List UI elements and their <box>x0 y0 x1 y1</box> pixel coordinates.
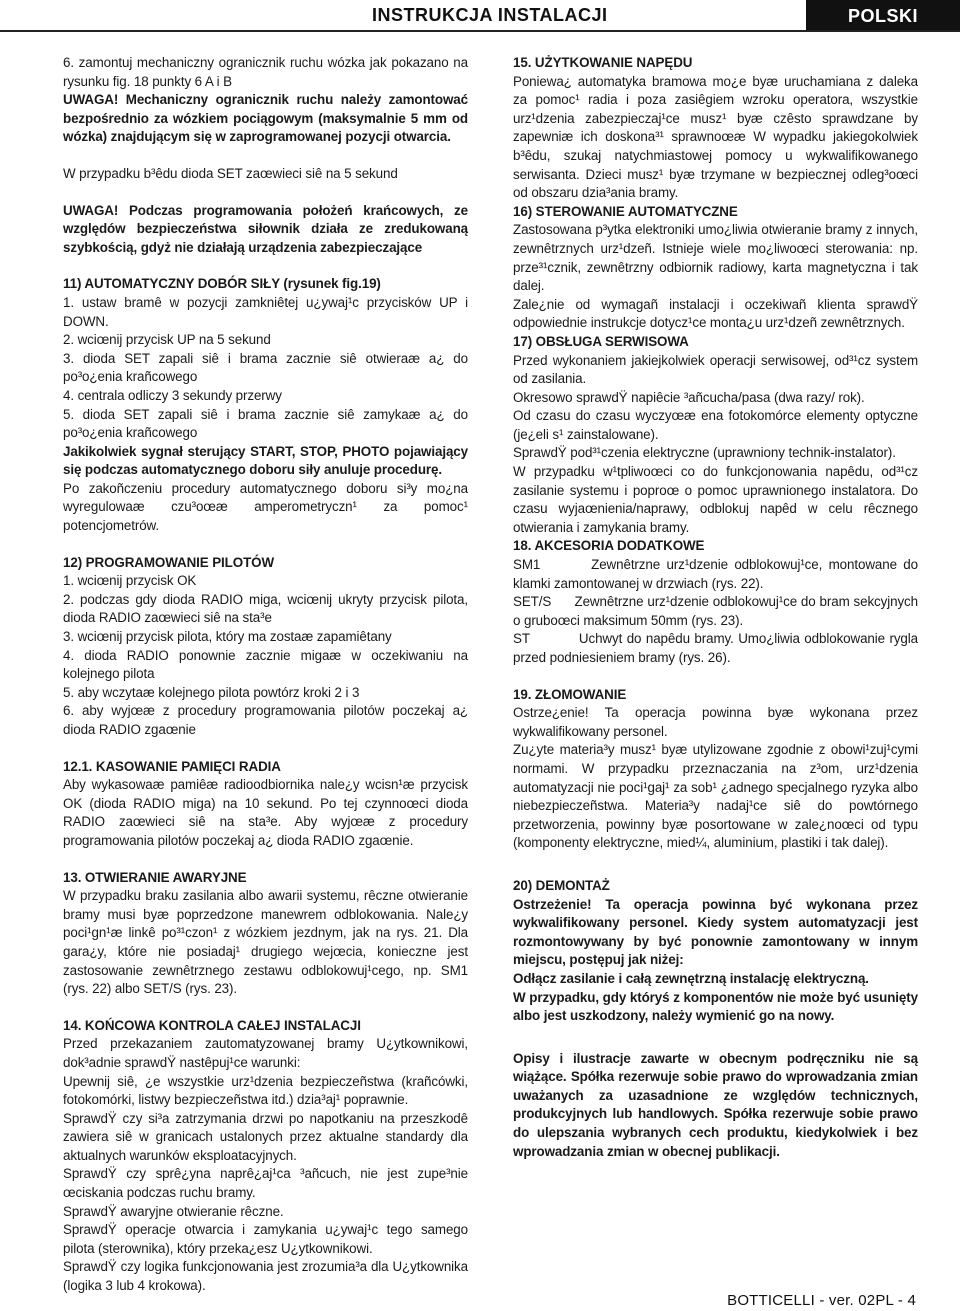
section-11-note: Po zakoñczeniu procedury automatycznego doboru si³y mo¿na wyregulowaæ czu³oœæ amperometryczn¹ za pomoc¹ potencjometrów. <box>63 480 468 534</box>
section-11-warning: Jakikolwiek sygnał sterujący START, STOP, PHOTO pojawiający się podczas automatycznego doboru siły anuluje procedurę. <box>63 443 468 478</box>
warning-limit-stop: UWAGA! Mechaniczny ogranicznik ruchu należy zamontować bezpośrednio za wózkiem pociągowym (maksymalnie 5 mm od wózka) znajdującym się w zaprogramowanej pozycji otwarcia. <box>63 92 468 145</box>
language-badge: POLSKI <box>806 0 960 32</box>
section-16-text-1: Zastosowana p³ytka elektroniki umo¿liwia otwieranie bramy z innych, zewnêtrznych urz¹dzeñ. Istnieje wiele mo¿liwoœci sterowania: np. prze³¹cznik, zewnêtrzny odbiornik radiowy, karta magnetyczna i tak dalej. <box>513 222 918 294</box>
section-14-check-4: SprawdŸ awaryjne otwieranie rêczne. <box>63 1203 284 1219</box>
right-column <box>513 54 922 1161</box>
section-11-heading: 11) AUTOMATYCZNY DOBÓR SIŁY (rysunek fig.19) <box>63 276 381 292</box>
section-12-heading: 12) PROGRAMOWANIE PILOTÓW <box>63 554 275 570</box>
disclaimer: Opisy i ilustracje zawarte w obecnym podręczniku nie są wiążące. Spółka rezerwuje sobie prawo do wprowadzania zmian uważanych za uzasadnione ze względów technicznych, produkcyjnych lub handlowych. Spółka rezerwuje sobie prawo do ulepszania wybranych cech produktu, kiedykolwiek i bez wprowadzania zmian w obecnej publikacji. <box>513 1050 918 1159</box>
section-14-check-2: SprawdŸ czy si³a zatrzymania drzwi po napotkaniu na przeszkodê zawiera siê w granicach ustalonych przez aktualne standardy dla aktualnych warunków eksploatacyjnych. <box>63 1110 468 1163</box>
page-footer: BOTTICELLI - ver. 02PL - 4 <box>727 1292 916 1309</box>
page-title: INSTRUKCJA INSTALACJI <box>372 5 608 25</box>
section-13-heading: 13. OTWIERANIE AWARYJNE <box>63 869 247 885</box>
section-16-text-2: Zale¿nie od wymagañ instalacji i oczekiwañ klienta sprawdŸ odpowiednie instrukcje dotycz¹ce monta¿u urz¹dzeñ zewnêtrznych. <box>513 296 918 331</box>
section-20-warning: Ostrzeżenie! Ta operacja powinna być wykonana przez wykwalifikowany personel. Kiedy system automatyzacji jest rozmontowywany by być ponownie zamontowany w innym miejscu, postępuj jak niżej: <box>513 896 918 968</box>
section-12-1-text: Aby wykasowaæ pamiêæ radioodbiornika nale¿y wcisn¹æ przycisk OK (dioda RADIO miga) na 10 sekund. Po tej czynnoœci dioda RADIO zaœwieci siê na sta³e. Aby wyjœæ z procedury programowania pilotów poczekaj a¿ dioda RADIO zgaœnie. <box>63 777 468 848</box>
section-15-heading: 15. UŻYTKOWANIE NAPĘDU <box>513 55 693 70</box>
section-12-step-3: 3. wciœnij przycisk pilota, który ma zostaæ zapamiêtany <box>63 629 392 645</box>
step-6-text: 6. zamontuj mechaniczny ogranicznik ruchu wózka jak pokazano na rysunku fig. 18 punkty 6 A i B <box>63 55 468 89</box>
section-12-step-5: 5. aby wczytaæ kolejnego pilota powtórz kroki 2 i 3 <box>63 684 360 700</box>
accessory-set-s: SET/S Zewnêtrzne urz¹dzenie odblokowuj¹ce do bram sekcyjnych o gruboœci maksimum 50mm (rys. 23). <box>513 594 922 628</box>
section-11-step-5: 5. dioda SET zapali siê i brama zacznie siê zamykaæ a¿ do po³o¿enia krañcowego <box>63 406 468 441</box>
section-13-text: W przypadku braku zasilania albo awarii systemu, rêczne otwieranie bramy musi byæ poprzedzone manewrem odblokowania. Nale¿y poci¹gn¹æ linkê po³¹czon¹ z wózkiem jezdnym, jak na rys. 21. Dla gara¿y, które nie posiadaj¹ drugiego wejœcia, konieczne jest zastosowanie zewnêtrznego zestawu odblokowuj¹cego, np. SM1 (rys. 22) albo SET/S (rys. 23). <box>63 888 468 997</box>
section-17-text-2: Okresowo sprawdŸ napiêcie ³añcucha/pasa (dwa razy/ rok). <box>513 389 865 405</box>
section-17-text-5: W przypadku w¹tpliwoœci co do funkcjonowania napêdu, od³¹cz zasilanie systemu i poproœ o pomoc uprawnionego instalatora. Do czasu wyjaœnienia/naprawy, odblokuj napêd w celu rêcznego otwierania i zamykania bramy. <box>513 464 918 535</box>
left-column <box>63 54 468 1296</box>
section-18-heading: 18. AKCESORIA DODATKOWE <box>513 538 705 554</box>
section-12-1-heading: 12.1. KASOWANIE PAMIĘCI RADIA <box>63 758 281 774</box>
error-note: W przypadku b³êdu dioda SET zaœwieci siê na 5 sekund <box>63 165 398 181</box>
section-11-step-2: 2. wciœnij przycisk UP na 5 sekund <box>63 332 271 348</box>
accessory-sm1: SM1 Zewnêtrzne urz¹dzenie odblokowuj¹ce, montowane do klamki zamontowanej w drzwiach (rys. 22). <box>513 557 922 591</box>
section-16-heading: 16) STEROWANIE AUTOMATYCZNE <box>513 203 738 219</box>
section-12-step-4: 4. dioda RADIO ponownie zacznie migaæ w oczekiwaniu na kolejnego pilota <box>63 647 468 682</box>
section-11-step-3: 3. dioda SET zapali siê i brama zacznie siê otwieraæ a¿ do po³o¿enia krañcowego <box>63 350 468 385</box>
section-14-heading: 14. KOŃCOWA KONTROLA CAŁEJ INSTALACJI <box>63 1017 361 1033</box>
section-11-step-4: 4. centrala odliczy 3 sekundy przerwy <box>63 387 282 403</box>
section-15-text: Poniewa¿ automatyka bramowa mo¿e byæ uruchamiana z daleka za pomoc¹ radia i poza zasiêgiem wzroku operatora, wszystkie urz¹dzenia zabezpieczaj¹ce musz¹ byæ czêsto sprawdzane by zapewniæ ich doskona³¹ sprawnoœæ W wypadku jakiegokolwiek b³êdu, szukaj natychmiastowej pomocy u wykwalifikowanego serwisanta. Dzieci musz¹ byæ trzymane w bezpiecznej odleg³oœci od obszaru dzia³ania bramy. <box>513 73 918 201</box>
section-17-heading: 17) OBSŁUGA SERWISOWA <box>513 333 689 349</box>
section-19-text: Zu¿yte materia³y musz¹ byæ utylizowane zgodnie z obowi¹zuj¹cymi normami. W przypadku przeznaczania na z³om, urz¹dzenia automatyzacji nie poci¹gaj¹ za sob¹ ¿adnego specjalnego ryzyka albo niebezpieczeñstwa. Materia³y nadaj¹ce siê do powtórnego przetworzenia, powinny byæ posortowane w zale¿noœci od typu (komponenty elektryczne, mied¼, aluminium, plastiki i tak dalej). <box>513 742 918 851</box>
section-12-step-2: 2. podczas gdy dioda RADIO miga, wciœnij ukryty przycisk pilota, dioda RADIO zaœwieci siê na sta³e <box>63 591 468 626</box>
section-12-step-1: 1. wciœnij przycisk OK <box>63 573 197 589</box>
warning-programming: UWAGA! Podczas programowania położeń krańcowych, ze względów bezpieczeństwa siłownik działa ze zredukowaną szybkością, gdyż nie działają urządzenia zabezpieczające <box>63 202 468 255</box>
section-11-step-1: 1. ustaw bramê w pozycji zamkniêtej u¿ywaj¹c przycisków UP i DOWN. <box>63 294 468 329</box>
section-14-check-6: SprawdŸ czy logika funkcjonowania jest zrozumia³a dla U¿ytkownika (logika 3 lub 4 krokowa). <box>63 1259 468 1294</box>
accessory-st: ST Uchwyt do napêdu bramy. Umo¿liwia odblokowanie rygla przed podniesieniem bramy (rys. 26). <box>513 631 922 665</box>
header-divider <box>0 30 960 32</box>
section-19-warning: Ostrze¿enie! Ta operacja powinna byæ wykonana przez wykwalifikowany personel. <box>513 705 918 739</box>
page-header <box>0 0 960 34</box>
section-12-step-6: 6. aby wyjœæ z procedury programowania pilotów poczekaj a¿ dioda RADIO zgaœnie <box>63 703 468 737</box>
section-20-heading: 20) DEMONTAŻ <box>513 877 610 893</box>
section-17-text-4: SprawdŸ pod³¹czenia elektryczne (uprawniony technik-instalator). <box>513 445 896 461</box>
section-17-text-1: Przed wykonaniem jakiejkolwiek operacji serwisowej, od³¹cz system od zasilania. <box>513 352 918 387</box>
section-14-intro: Przed przekazaniem zautomatyzowanej bramy U¿ytkownikowi, dok³adnie sprawdŸ nastêpuj¹ce warunki: <box>63 1036 468 1070</box>
section-20-step-2: W przypadku, gdy któryś z komponentów nie może być usunięty albo jest uszkodzony, należy wymienić go na nowy. <box>513 989 918 1024</box>
section-19-heading: 19. ZŁOMOWANIE <box>513 686 627 702</box>
section-20-step-1: Odłącz zasilanie i całą zewnętrzną instalację elektryczną. <box>513 970 869 986</box>
section-14-check-1: Upewnij siê, ¿e wszystkie urz¹dzenia bezpieczeñstwa (krañcówki, fotokomórki, listwy bezpieczeñstwa itd.) dzia³aj¹ poprawnie. <box>63 1073 468 1108</box>
section-14-check-5: SprawdŸ operacje otwarcia i zamykania u¿ywaj¹c tego samego pilota (sterownika), który przeka¿esz U¿ytkownikowi. <box>63 1222 468 1256</box>
section-17-text-3: Od czasu do czasu wyczyœæ ena fotokomórce elementy optyczne (je¿eli s¹ zainstalowane). <box>513 408 918 442</box>
section-14-check-3: SprawdŸ czy sprê¿yna naprê¿aj¹ca ³añcuch, nie jest zupe³nie œciskania podczas ruchu bramy. <box>63 1166 468 1201</box>
